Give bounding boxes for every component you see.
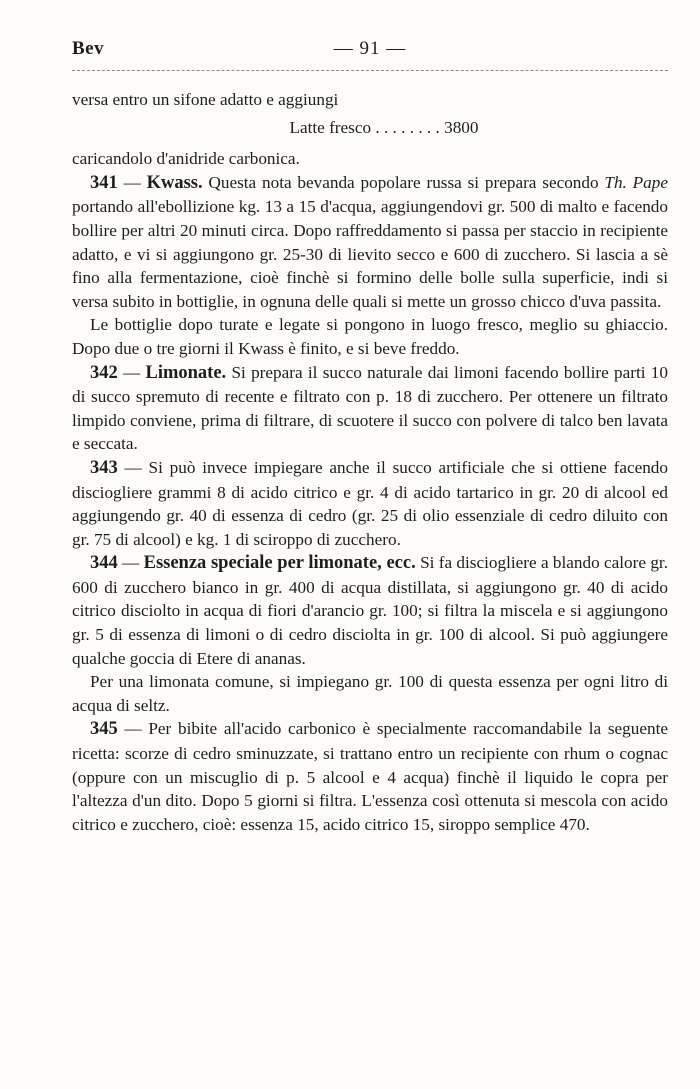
section-344 — [72, 551, 668, 670]
section-dash: — — [117, 362, 146, 382]
section-text: Questa nota bevanda popolare russa si prepara secondo — [202, 172, 605, 192]
section-title: Limonate. — [145, 362, 227, 383]
section-number: 344 — [90, 553, 118, 574]
intro-line-2: caricandolo d'anidride carbonica. — [72, 149, 300, 169]
author-name: Th. Pape — [604, 172, 668, 192]
section-343 — [72, 456, 668, 551]
section-number: 342 — [90, 362, 118, 383]
section-number: 345 — [90, 719, 118, 740]
section-341 — [72, 171, 668, 314]
section-dash: — — [117, 553, 144, 573]
section-text: portando all'ebollizione kg. 13 a 15 d'acqua, aggiungendovi gr. 500 di malto e facendo bollire per altri 20 minuti circa. Dopo raffreddamento si passa per staccio in recipiente adatto, e vi si aggiungono gr. 25-30 di lievito secco e 600 di zucchero. Si lascia a sè fino alla fermentazione, cioè finchè si formino delle bolle sulla superficie, indi si versa subito in bottiglie, in ognuna delle quali si mette un grosso chicco d'uva passita. — [72, 197, 668, 311]
page-body — [72, 88, 668, 836]
section-344-para-2: Per una limonata comune, si impiegano gr. 100 di questa essenza per ogni litro di acqua di seltz. — [72, 672, 668, 715]
section-342 — [72, 361, 668, 456]
page-header — [72, 38, 668, 66]
section-dash: — — [117, 172, 147, 192]
intro-line: versa entro un sifone adatto e aggiungi — [72, 90, 339, 109]
section-title: Essenza speciale per limonate, ecc. — [143, 553, 416, 574]
section-number: 341 — [90, 172, 118, 193]
section-text: — Per bibite all'acido carbonico è specialmente raccomandabile la seguente ricetta: scorze di cedro sminuzzate, si trattano entro un recipiente con rhum o cognac (oppure con un miscuglio di p. 5 alcool e 4 acqua) finchè il liquido le copra per l'altezza d'un dito. Dopo 5 giorni si filtra. L'essenza così ottenuta si mescola con acido citrico e zucchero, cioè: essenza 15, acido citrico 15, siroppo semplice 470. — [72, 719, 668, 834]
page-number: — 91 — — [333, 38, 407, 59]
header-rule — [72, 70, 668, 71]
section-345 — [72, 717, 668, 836]
section-text: Si fa disciogliere a blando calore gr. 600 di zucchero bianco in gr. 400 di acqua distillata, si aggiungono gr. 40 di acido citrico disciolto in acqua di fiori d'arancio gr. 100; si filtra la miscela e si aggiungono gr. 5 di essenza di limoni o di cedro disciolta in gr. 100 di alcool. Si può aggiungere qualche goccia di Etere di ananas. — [72, 553, 668, 668]
section-title: Kwass. — [146, 172, 203, 193]
section-text: Si prepara il succo naturale dai limoni facendo bollire parti 10 di succo spremuto di recente e filtrato con p. 18 di zucchero. Per ottenere un filtrato limpido conviene, prima di filtrare, di scuotere il succo con polvere di talco ben lavata e seccata. — [72, 362, 668, 454]
section-text: — Si può invece impiegare anche il succo artificiale che si ottiene facendo disciogliere grammi 8 di acido citrico e gr. 4 di acido tartarico in gr. 20 di alcool ed aggiungendo gr. 40 di essenza di cedro (gr. 25 di olio essenziale di cedro diluito con gr. 75 di alcool) e kg. 1 di sciroppo di zucchero. — [72, 457, 668, 549]
section-number: 343 — [90, 457, 118, 478]
running-head: Bev — [72, 38, 105, 59]
recipe-line: Latte fresco . . . . . . . . 3800 — [289, 117, 479, 137]
section-341-para-2: Le bottiglie dopo turate e legate si pongono in luogo fresco, meglio su ghiaccio. Dopo due o tre giorni il Kwass è finito, e si beve freddo. — [72, 315, 668, 358]
